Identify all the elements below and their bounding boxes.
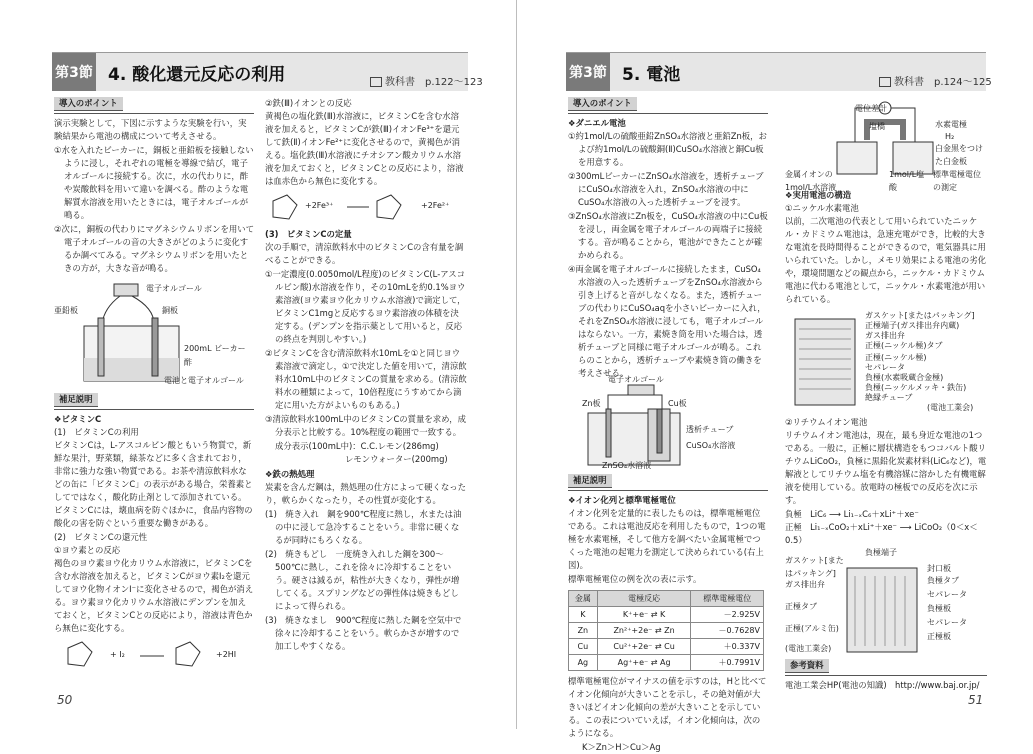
table-cell: Zn <box>569 623 598 639</box>
fig-label-cu: Cu板 <box>668 399 687 408</box>
table-header: 金属 <box>569 591 598 607</box>
ref-label-row <box>785 659 987 676</box>
fe-item-text: 黄褐色の塩化鉄(Ⅲ)水溶液に，ビタミンCを含む水溶液を加えると，ビタミンCが鉄(Ⅲ)イオンFe³⁺を還元して鉄(Ⅱ)イオンFe²⁺に変化させるので，黄褐色が消える。塩化鉄(Ⅲ)水溶液にチオシアン酸カリウム水溶液を加えておくと，ビタミンCとの反応により，溶液は血赤色から無色に変化する。 <box>265 111 464 186</box>
table-row <box>569 639 764 655</box>
fig-label: 正極端子(ガス排出弁内蔵) <box>865 321 960 330</box>
supp-label: 補足説明 <box>568 474 612 488</box>
li-eq2: 正極 Li₁₋ₓCoO₂＋xLi⁺＋xe⁻ ⟶ LiCoO₂（0＜x＜0.5） <box>785 522 978 545</box>
zn-plate-shape <box>606 409 611 457</box>
ref-label: 参考資料 <box>785 659 829 673</box>
vitc-item1-head: ①ヨウ素との反応 <box>54 545 121 555</box>
zinc-plate-shape <box>98 318 104 376</box>
table-header-row <box>569 591 764 607</box>
fig-label: 負極タブ <box>927 576 959 585</box>
daniell-figure <box>568 375 768 471</box>
std-text: イオン化列を定量的に表したものは，標準電極電位である。これは電池反応を利用したもので，1つの電極を水素電極，そして他方を調べたい金属電極でつくった電池の起電力を測定して決められている(右上図)。 <box>568 508 766 570</box>
fig-label: 負極板 <box>927 604 951 613</box>
table-cell: －2.925V <box>691 607 764 623</box>
quant-example2: レモンウォーター(200mg) <box>345 454 448 464</box>
equation-mid: + I₂ <box>110 650 125 659</box>
ring-shape <box>377 195 401 219</box>
fig-label-metal-solution: 金属イオンの1mol/L水溶液 <box>785 170 837 192</box>
std-text3: 標準電極電位がマイナスの値を示すのは，Hと比べてイオン化傾向が大きいことを示し，その絶対値が大きいほどイオン化傾向の差が大きいことを示している。この表についていえば，イオン化傾向は，次のようになる。 <box>568 676 767 738</box>
right-page <box>517 0 1033 752</box>
table-cell: K <box>569 607 598 623</box>
table-row <box>569 607 764 623</box>
iron-item: (1) 焼き入れ 鋼を900℃程度に熱し，水または油の中に浸して急冷することをいう。非常に硬くなるが同時にもろくなる。 <box>265 509 462 545</box>
intro-label: 導入のポイント <box>568 97 637 111</box>
fig-label: 正極(ニッケル極) <box>865 353 927 362</box>
daniell-heading: ❖ダニエル電池 <box>568 118 626 128</box>
vitc-heading: ❖ビタミンC <box>54 414 102 424</box>
equation-iron <box>265 191 467 225</box>
right-col-1 <box>568 97 768 754</box>
section-tab: 第3節 <box>52 53 96 91</box>
fig-label-tube: 透析チューブ <box>686 425 734 434</box>
quant-item: ②ビタミンCを含む清涼飲料水10mLを①と同じヨウ素溶液で滴定し，①で決定した値を用いて，清涼飲料水10mL中のビタミンCの質量を求める。(清涼飲料水の種類によって，10倍程度にうすめてから滴定に用いた方がよいものもある。) <box>265 348 467 410</box>
fig-label-copper: 銅板 <box>162 306 178 315</box>
iron-text: 炭素を含んだ鋼は，熱処理の仕方によって硬くなったり，軟らかくなったり，その性質が変化する。 <box>265 482 466 505</box>
copper-plate-shape <box>152 318 158 376</box>
quant-heading: (3) ビタミンCの定量 <box>265 229 352 239</box>
battery-can-shape <box>847 568 917 652</box>
fig-label: 絶縁チューブ <box>865 393 913 402</box>
supp-label: 補足説明 <box>54 393 98 407</box>
fig-label: 封口板 <box>927 564 951 573</box>
iron-heading: ❖鉄の熱処理 <box>265 469 315 479</box>
fig-label-music-box: 電子オルゴール <box>146 284 202 293</box>
left-col-1 <box>54 97 254 675</box>
intro-text: 演示実験として，下図に示すような実験を行い，実験結果から電池の構成について考えさせる。 <box>54 118 247 141</box>
fig-label-bridge: 塩橋 <box>869 122 885 131</box>
fig-label-hcl: 1mol/L塩酸 <box>889 170 925 192</box>
potential-table <box>568 590 764 671</box>
table-cell: K⁺+e⁻ ⇄ K <box>597 607 691 623</box>
vitc-item1: 褐色のヨウ素ヨウ化カリウム水溶液に，ビタミンCを含む水溶液を加えると，ビタミンCがヨウ素I₂を還元してヨウ化物イオンI⁻に変化させるので，褐色が消える。ヨウ素ヨウ化カリウム水溶液にデンプンを加えておくと，ビタミンCとの反応により，溶液は青色から無色に変化する。 <box>54 558 254 633</box>
fig-caption: 電池と電子オルゴール <box>164 376 244 385</box>
table-cell: Ag <box>569 655 598 671</box>
vitc-sub1: (1) ビタミンCの利用 <box>54 427 139 437</box>
page-number: 51 <box>968 693 984 707</box>
left-col-2 <box>265 97 467 654</box>
intro-label: 導入のポイント <box>54 97 123 111</box>
li-eq1: 負極 LiC₆ ⟶ Li₁₋ₓC₆＋xLi⁺＋xe⁻ <box>785 509 919 519</box>
right-col-2 <box>785 97 987 692</box>
fig-label-music-box: 電子オルゴール <box>608 375 664 384</box>
fig-label: 負極(ニッケルメッキ・鉄缶) <box>865 383 967 392</box>
table-cell: －0.7628V <box>691 623 764 639</box>
music-box-shape <box>628 385 654 395</box>
vitc-text1: ビタミンCは，L-アスコルビン酸ともいう物質で，新鮮な果汁，野菜類，緑茶などに多く含まれており，非常に強力な強い物質である。お茶や清涼飲料水などの缶に「ビタミンC」の表示がある場合，栄養素としてではなく，酸化防止剤として添加されている。ビタミンCには，壊血病を防ぐほかに，食品内容物の酸化の害を防ぐという重要な働きがある。 <box>54 440 253 528</box>
ring-shape <box>176 642 200 666</box>
intro-item: ①水を入れたビーカーに，銅板と亜鉛板を接触しないように浸し，それぞれの電極を導線で結び，電子オルゴールに接続する。次に，水の代わりに，酢や炭酸飲料を用いて違いを調べる。酢のような電解質水溶液を用いたときには，電子オルゴールが鳴る。 <box>54 145 254 220</box>
quant-example: 成分表示(100mL中)：C.C.レモン(286mg) <box>275 441 439 451</box>
li-ion-figure <box>785 550 987 656</box>
daniell-item: ②300mLビーカーにZnSO₄水溶液を，透析チューブにCuSO₄水溶液を入れ，ZnSO₄水溶液の中にCuSO₄水溶液の入った透析チューブを浸す。 <box>568 171 764 207</box>
fig-label: セパレータ <box>927 618 967 627</box>
fig-label: 正極(アルミ缶) <box>785 624 839 633</box>
intro-item: ②次に，銅板の代わりにマグネシウムリボンを用いて電子オルゴールの音の大きさがどのように変化するか調べてみる。マグネシウムリボンを用いたときの方が，大きな音が鳴る。 <box>54 224 254 273</box>
nicad-head: ①ニッケル水素電池 <box>785 203 859 213</box>
fig-label: 正極(ニッケル極)タブ <box>865 341 943 350</box>
fig-label-h2: H₂ <box>945 132 955 141</box>
supp-label-row <box>54 393 254 410</box>
iron-item: (2) 焼きもどし 一度焼き入れした鋼を300～500℃に熱し，これを徐々に冷却することをいう。硬さは減るが，粘性が大きくなり，弾性が増してくる。スプリングなどの弾性体は焼きもどしによって得られる。 <box>265 549 460 611</box>
std-heading: ❖イオン化列と標準電極電位 <box>568 495 676 505</box>
ring-shape <box>68 642 92 666</box>
table-header: 標準電極電位 <box>691 591 764 607</box>
fig-label: セパレータ <box>865 363 905 372</box>
ref-text: 電池工業会HP(電池の知識) http://www.baj.or.jp/ <box>785 680 980 690</box>
fig-credit: (電池工業会) <box>927 403 974 412</box>
table-cell: ＋0.337V <box>691 639 764 655</box>
table-cell: Cu²⁺+2e⁻ ⇄ Cu <box>597 639 691 655</box>
cu-plate-shape <box>657 409 662 453</box>
book-icon <box>370 77 382 87</box>
fig-label-znso4: ZnSO₄水溶液 <box>602 461 652 470</box>
page-title: 4. 酸化還元反応の利用 <box>108 64 286 85</box>
fig-label: 負極端子 <box>865 548 897 557</box>
fig-label-zn: Zn板 <box>582 399 601 408</box>
table-cell: Cu <box>569 639 598 655</box>
fig-label-meter: 電位差計 <box>855 104 887 113</box>
quant-text: 次の手順で，清涼飲料水中のビタミンCの含有量を調べることができる。 <box>265 242 464 265</box>
nicad-text: 以前，二次電池の代表として用いられていたニッケル・カドミウム電池は，急速充電ができ，比較的大きな電流を長時間得ることができるので，電気器具に用いられていた。しかし，メモリ効果による電池の劣化や，環境問題などの観点から，ニッケル・カドミウム電池に代わる電池として，ニッケル・水素電池が用いられている。 <box>785 216 986 304</box>
textbook-ref-text: 教科書 p.124～125 <box>894 77 992 88</box>
fig-caption: 標準電極電位の測定 <box>933 170 981 192</box>
daniell-item: ①約1mol/Lの硫酸亜鉛ZnSO₄水溶液と亜鉛Zn板，および約1mol/Lの硫酸銅(Ⅱ)CuSO₄水溶液と銅Cu板を用意する。 <box>568 131 767 167</box>
page-number: 50 <box>57 693 73 707</box>
book-icon <box>879 77 891 87</box>
fig-label-pt: 白金黒をつけた白金板 <box>935 144 983 166</box>
fig-credit: (電池工業会) <box>785 644 832 653</box>
nimh-figure <box>785 309 987 413</box>
table-row <box>569 623 764 639</box>
std-text2: 標準電極電位の例を次の表に示す。 <box>568 574 702 584</box>
fig-label: 正極板 <box>927 632 951 641</box>
table-cell: Zn²⁺+2e⁻ ⇄ Zn <box>597 623 691 639</box>
li-head: ②リチウムイオン電池 <box>785 417 868 427</box>
equation-iodine <box>54 638 254 672</box>
battery-can-shape <box>795 319 855 405</box>
section-tab: 第3節 <box>566 53 610 91</box>
supp-label-row <box>568 474 768 491</box>
textbook-ref <box>879 73 992 88</box>
equation-right: +2HI <box>216 650 237 659</box>
music-box-shape <box>114 284 138 296</box>
iron-item: (3) 焼きなまし 900℃程度に熱した鋼を空気中で徐々に冷却することをいう。軟らかさが増すので加工しやすくなる。 <box>265 615 462 651</box>
table-cell: ＋0.7991V <box>691 655 764 671</box>
vitc-sub2: (2) ビタミンCの還元性 <box>54 532 148 542</box>
table-header: 電極反応 <box>597 591 691 607</box>
fe-item-head: ②鉄(Ⅲ)イオンとの反応 <box>265 98 352 108</box>
intro-label-row <box>568 97 768 114</box>
quant-item: ①一定濃度(0.0050mol/L程度)のビタミンC(L-アスコルビン酸)水溶液を作り，その10mLを約0.1%ヨウ素溶液(ヨウ素ヨウ化カリウム水溶液)で滴定して，ビタミンC1mgと反応するヨウ素溶液の体積を決定する。(デンプンを指示薬として用いると，反応の終点を判別しやすい。) <box>265 269 466 344</box>
fig-label: ガスケット[またはパッキング] <box>865 311 975 320</box>
quant-item: ③清涼飲料水100mL中のビタミンCの質量を求め，成分表示と比較する。10%程度の範囲で一致する。 <box>265 414 466 437</box>
fig-label: 正極タブ <box>785 602 817 611</box>
left-page <box>0 0 516 729</box>
fig-label: ガスケット[またはパッキング] <box>785 556 844 578</box>
fig-label-vinegar: 酢 <box>184 358 192 367</box>
fig-label-zinc: 亜鉛板 <box>54 306 78 315</box>
daniell-item: ④両金属を電子オルゴールに接続したまま，CuSO₄水溶液の入った透析チューブをZnSO₄水溶液から引き上げると音がしなくなる。また，透析チューブの代わりにCuSO₄aqを小さいビーカーに入れ，それをZnSO₄水溶液に浸しても，電子オルゴールはならない。一方，素焼き筒を用いた場合は，透析チューブと同様に電子オルゴールが鳴る。これらのことから，透析チューブや素焼き筒の働きを考えさせる。 <box>568 264 766 378</box>
table-cell: Ag⁺+e⁻ ⇄ Ag <box>597 655 691 671</box>
equation-right: +2Fe²⁺ <box>421 201 450 210</box>
fig-label-h-electrode: 水素電極 <box>935 120 967 129</box>
fig-label: 負極(水素吸蔵合金極) <box>865 373 944 382</box>
fig-label: ガス排出弁 <box>785 580 825 589</box>
fig-label: セパレータ <box>927 590 967 599</box>
fig-label-beaker: 200mL ビーカー <box>184 344 246 353</box>
fig-label: ガス排出弁 <box>865 331 905 340</box>
fig-label-cuso4: CuSO₄水溶液 <box>686 441 736 450</box>
table-row <box>569 655 764 671</box>
practical-heading: ❖実用電池の構造 <box>785 190 852 200</box>
wires-shape <box>102 296 154 324</box>
daniell-item: ③ZnSO₄水溶液にZn板を，CuSO₄水溶液の中にCu板を浸し，両金属を電子オルゴールの両端子に接続する。音が鳴ることから，電池ができたことが確かめられる。 <box>568 211 768 260</box>
equation-mid: +2Fe³⁺ <box>305 201 334 210</box>
battery-experiment-figure <box>54 278 254 390</box>
std-order: K＞Zn＞H＞Cu＞Ag <box>582 742 661 752</box>
intro-label-row <box>54 97 254 114</box>
textbook-ref <box>370 73 483 88</box>
textbook-ref-text: 教科書 p.122～123 <box>385 77 483 88</box>
standard-electrode-figure <box>785 100 987 192</box>
ring-shape <box>273 195 297 219</box>
li-text: リチウムイオン電池は，現在，最も身近な電池の1つである。一般に，正極に層状構造をもつコバルト酸リチウムLiCoO₂，負極に黒鉛化炭素材料(LiC₆など)，電解液としてリチウム塩を有機溶媒に溶かした有機電解液を使用している。放電時の極板での反応を次に示す。 <box>785 430 987 505</box>
page-title: 5. 電池 <box>622 64 681 85</box>
